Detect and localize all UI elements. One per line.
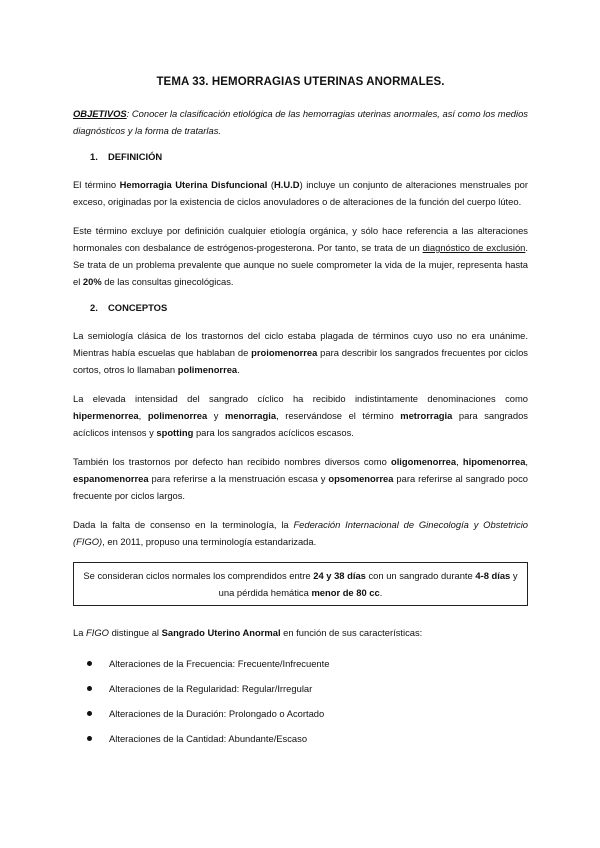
bullet-icon xyxy=(87,736,92,741)
alterations-list xyxy=(73,655,528,747)
concepts-paragraph-4: Dada la falta de consenso en la terminología, la Federación Internacional de Ginecología y Obstetricio (FIGO), en 2011, propuso una terminología estandarizada. xyxy=(73,519,528,547)
concepts-paragraph-1: La semiología clásica de los trastornos del ciclo estaba plagada de términos cuyo uso no era unánime. Mientras había escuelas que hablaban de proiomenorrea para describir los sangrados frecuentes por ciclos cortos, otros lo llamaban polimenorrea. xyxy=(73,330,528,375)
bullet-icon xyxy=(87,661,92,666)
list-item: Alteraciones de la Duración: Prolongado o Acortado xyxy=(73,705,528,722)
document-page xyxy=(73,76,528,755)
list-item: Alteraciones de la Cantidad: Abundante/Escaso xyxy=(73,730,528,747)
concepts-paragraph-2: La elevada intensidad del sangrado cíclico ha recibido indistintamente denominaciones como hipermenorrea, polimenorrea y menorragia, reservándose el término metrorragia para sangrados acíclicos intensos y spotting para los sangrados acíclicos escasos. xyxy=(73,393,528,438)
concepts-paragraph-3: También los trastornos por defecto han recibido nombres diversos como oligomenorrea, hipomenorrea, espanomenorrea para referirse a la menstruación escasa y opsomenorrea para referirse al sangrado poco frecuente por ciclos largos. xyxy=(73,456,529,501)
bullet-icon xyxy=(87,686,92,691)
section-heading-definicion: 1. DEFINICIÓN xyxy=(90,151,163,162)
list-item: Alteraciones de la Regularidad: Regular/Irregular xyxy=(73,680,528,697)
list-item: Alteraciones de la Frecuencia: Frecuente/Infrecuente xyxy=(73,655,528,672)
objectives-paragraph: OBJETIVOS: Conocer la clasificación etiológica de las hemorragias uterinas anormales, así como los medios diagnósticos y la forma de tratarlas. xyxy=(73,108,528,136)
normal-cycle-box: Se consideran ciclos normales los comprendidos entre 24 y 38 días con un sangrado durante 4-8 días y una pérdida hemática menor de 80 cc. xyxy=(73,562,528,606)
definition-paragraph-2: Este término excluye por definición cualquier etiología orgánica, y sólo hace referencia a las alteraciones hormonales con desbalance de estrógenos-progesterona. Por tanto, se trata de un diagnóstico de exclusión. Se trata de un problema prevalente que aunque no suele comprometer la vida de la mujer, representa hasta el 20% de las consultas ginecológicas. xyxy=(73,225,528,287)
page-title: TEMA 33. HEMORRAGIAS UTERINAS ANORMALES. xyxy=(156,76,445,88)
figo-paragraph: La FIGO distingue al Sangrado Uterino Anormal en función de sus características: xyxy=(73,627,423,638)
bullet-icon xyxy=(87,711,92,716)
section-heading-conceptos: 2. CONCEPTOS xyxy=(90,302,168,313)
objectives-label: OBJETIVOS xyxy=(73,108,127,119)
definition-paragraph-1: El término Hemorragia Uterina Disfuncional (H.U.D) incluye un conjunto de alteraciones menstruales por exceso, originadas por la existencia de ciclos anovuladores o de alteraciones de la función del cuerpo lúteo. xyxy=(73,179,528,207)
